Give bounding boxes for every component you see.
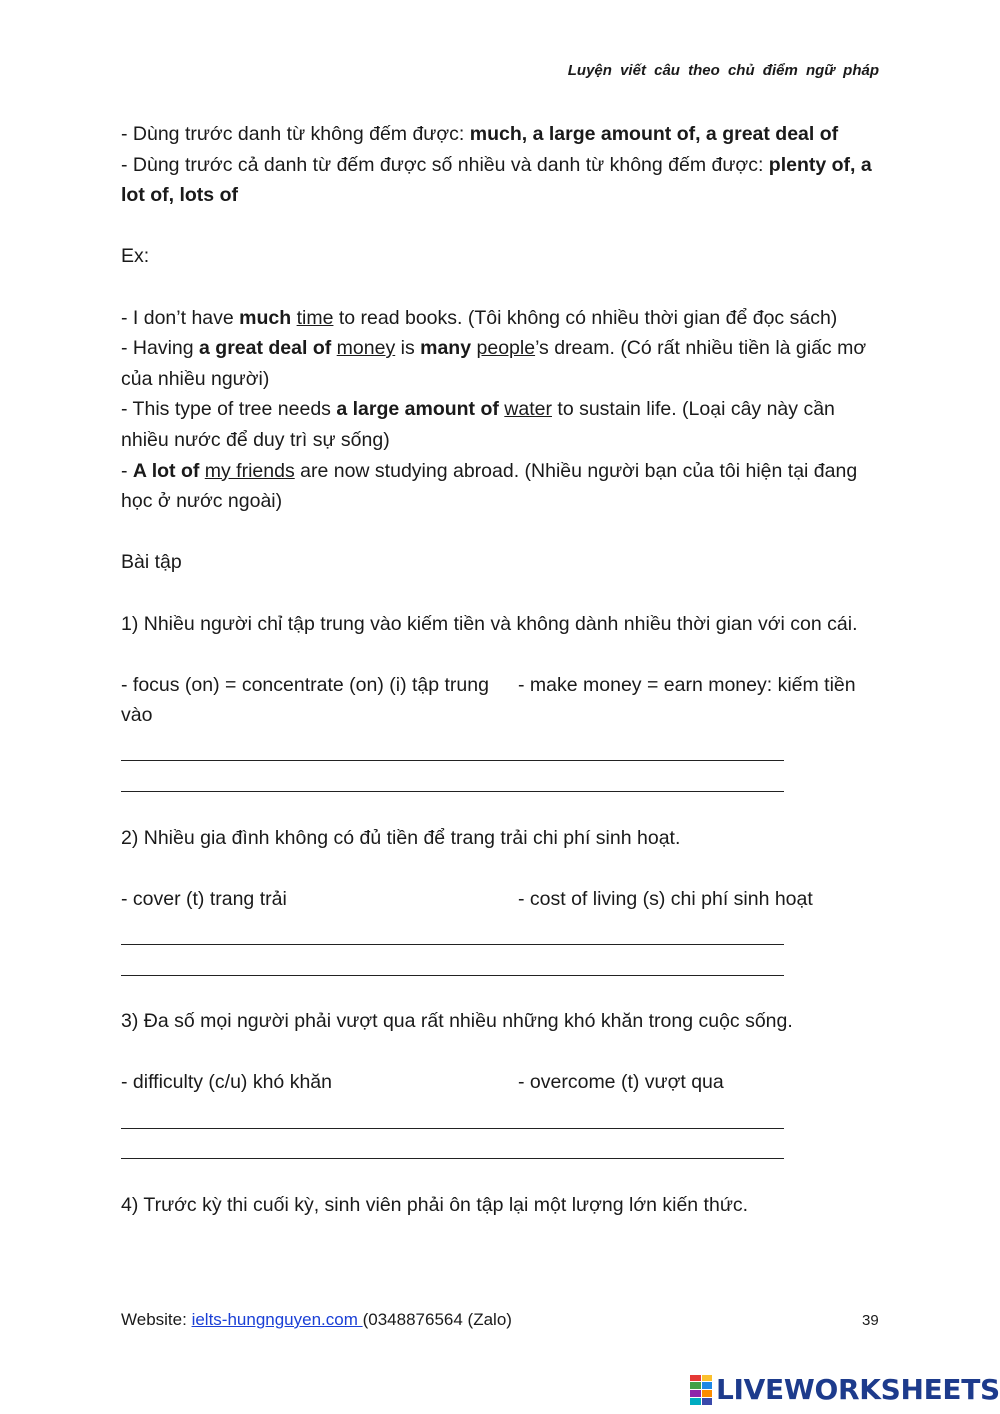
question-1-vocab-left: - focus (on) = concentrate (on) (i) tập trung vào: [121, 673, 489, 727]
liveworksheets-logo: [690, 1373, 1000, 1406]
examples-label: Ex:: [121, 245, 150, 268]
rule-uncountable: - Dùng trước danh từ không đếm được: much, a large amount of, a great deal of: [121, 123, 839, 145]
rule-both: - Dùng trước cả danh từ đếm được số nhiều và danh từ không đếm được: plenty of, a lot of, lots of: [121, 153, 872, 207]
logo-grid-cell: [690, 1390, 701, 1397]
logo-grid-icon: [690, 1375, 712, 1405]
footer-label: Website:: [121, 1310, 192, 1329]
answer-line[interactable]: [121, 1129, 784, 1160]
question-3-vocab: [121, 1067, 881, 1098]
document-body: [121, 119, 881, 1220]
answer-line[interactable]: [121, 945, 784, 976]
answer-line[interactable]: [121, 731, 784, 762]
logo-grid-cell: [702, 1375, 713, 1382]
question-4-prompt: 4) Trước kỳ thi cuối kỳ, sinh viên phải ôn tập lại một lượng lớn kiến thức.: [121, 1193, 749, 1216]
question-1-vocab: [121, 670, 881, 731]
question-2-vocab-left: - cover (t) trang trải: [121, 887, 287, 910]
footer-contact: (0348876564 (Zalo): [362, 1310, 512, 1329]
example-3: - This type of tree needs a large amount of water to sustain life. (Loại cây này cần nhiều nước để duy trì sự sống): [121, 398, 835, 451]
example-2: - Having a great deal of money is many people’s dream. (Có rất nhiều tiền là giấc mơ của nhiều người): [121, 337, 867, 390]
question-1-vocab-right: - make money = earn money: kiếm tiền: [518, 673, 856, 696]
question-3-prompt: 3) Đa số mọi người phải vượt qua rất nhiều những khó khăn trong cuộc sống.: [121, 1010, 793, 1033]
website-link[interactable]: ielts-hungnguyen.com: [191, 1310, 363, 1329]
example-4: - A lot of my friends are now studying abroad. (Nhiều người bạn của tôi hiện tại đang học ở nước ngoài): [121, 459, 858, 513]
logo-text: LIVEWORKSHEETS: [716, 1373, 1000, 1406]
logo-grid-cell: [690, 1398, 701, 1405]
answer-line[interactable]: [121, 1098, 784, 1129]
answer-line[interactable]: [121, 914, 784, 945]
question-2-vocab: [121, 884, 881, 915]
exercise-label: Bài tập: [121, 551, 182, 574]
logo-grid-cell: [690, 1382, 701, 1389]
question-1-prompt: 1) Nhiều người chỉ tập trung vào kiếm tiền và không dành nhiều thời gian với con cái.: [121, 612, 858, 635]
answer-line[interactable]: [121, 761, 784, 792]
footer: [121, 1310, 512, 1330]
example-1: - I don’t have much time to read books. (Tôi không có nhiều thời gian để đọc sách): [121, 306, 838, 329]
logo-grid-cell: [690, 1375, 701, 1382]
page-number: 39: [862, 1312, 879, 1329]
logo-grid-cell: [702, 1398, 713, 1405]
logo-grid-cell: [702, 1390, 713, 1397]
question-2-prompt: 2) Nhiều gia đình không có đủ tiền để trang trải chi phí sinh hoạt.: [121, 826, 681, 849]
question-3-vocab-left: - difficulty (c/u) khó khăn: [121, 1071, 332, 1094]
question-3-vocab-right: - overcome (t) vượt qua: [518, 1071, 724, 1094]
question-2-vocab-right: - cost of living (s) chi phí sinh hoạt: [518, 887, 813, 910]
page-header-title: Luyện viết câu theo chủ điểm ngữ pháp: [567, 62, 879, 79]
logo-grid-cell: [702, 1382, 713, 1389]
